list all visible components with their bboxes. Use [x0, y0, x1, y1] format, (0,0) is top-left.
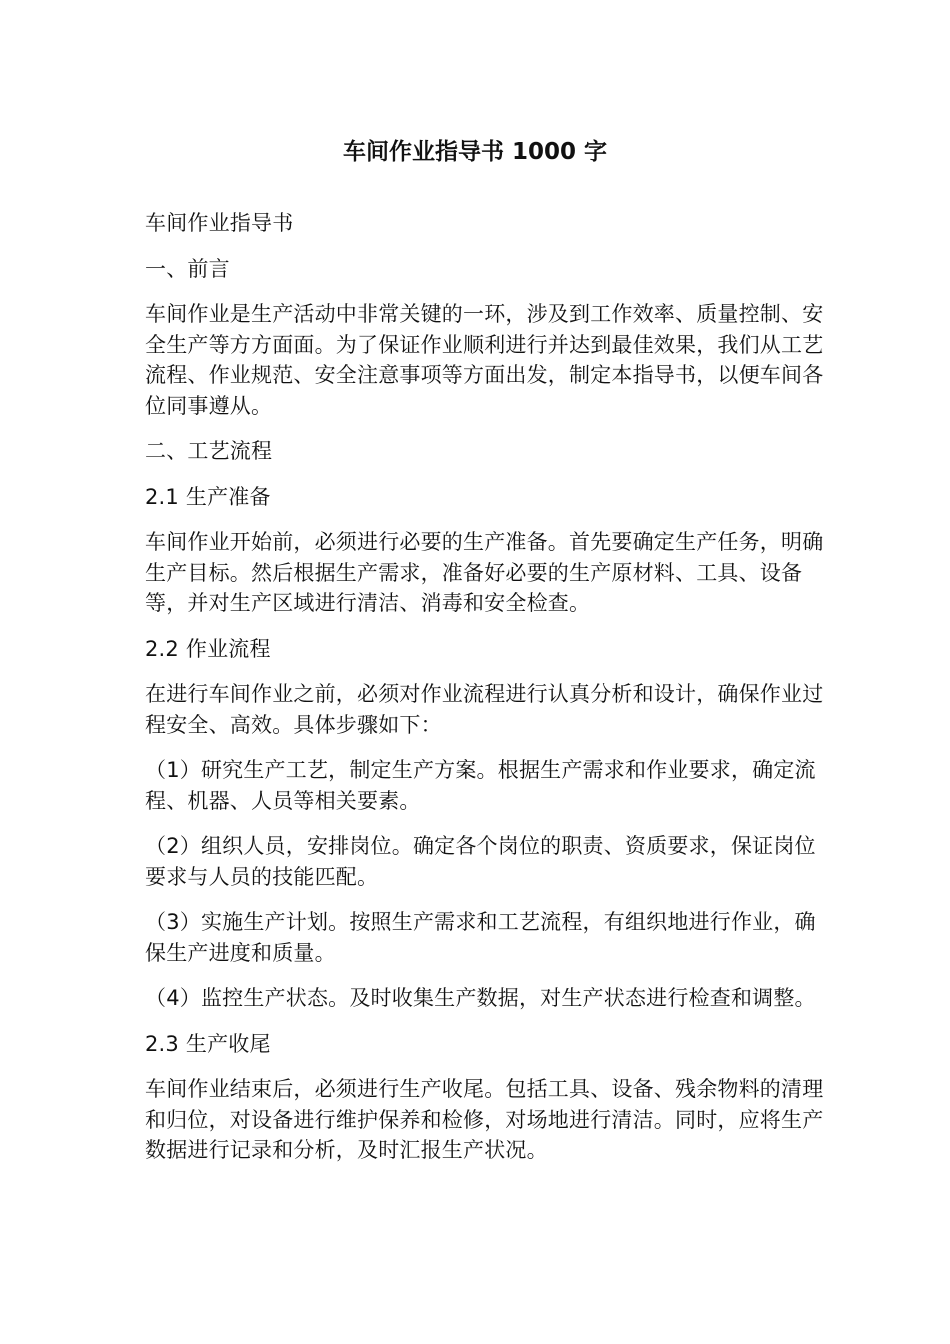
subsection-heading-workflow: 2.2 作业流程: [145, 636, 271, 661]
section-heading-preface: 一、前言: [145, 256, 230, 281]
list-item-step-1: （1）研究生产工艺，制定生产方案。根据生产需求和作业要求，确定流程、机器、人员等相关要素。: [145, 758, 816, 813]
list-item-step-4: （4）监控生产状态。及时收集生产数据，对生产状态进行检查和调整。: [145, 986, 816, 1010]
document-body: [145, 208, 835, 1181]
list-item-step-3: （3）实施生产计划。按照生产需求和工艺流程，有组织地进行作业，确保生产进度和质量。: [145, 910, 816, 965]
paragraph-preparation: 车间作业开始前，必须进行必要的生产准备。首先要确定生产任务，明确生产目标。然后根据生产需求，准备好必要的生产原材料、工具、设备等，并对生产区域进行清洁、消毒和安全检查。: [145, 530, 824, 615]
document-title: 车间作业指导书 1000 字: [342, 139, 608, 165]
subsection-heading-preparation: 2.1 生产准备: [145, 484, 271, 509]
subsection-heading-wrapup: 2.3 生产收尾: [145, 1031, 271, 1056]
doc-heading: 车间作业指导书: [145, 211, 294, 235]
section-heading-process: 二、工艺流程: [145, 439, 273, 463]
list-item-step-2: （2）组织人员，安排岗位。确定各个岗位的职责、资质要求，保证岗位要求与人员的技能匹配。: [145, 834, 816, 889]
paragraph-preface: 车间作业是生产活动中非常关键的一环，涉及到工作效率、质量控制、安全生产等方方面面。为了保证作业顺利进行并达到最佳效果，我们从工艺流程、作业规范、安全注意事项等方面出发，制定本指导书，以便车间各位同事遵从。: [145, 302, 824, 418]
paragraph-wrapup: 车间作业结束后，必须进行生产收尾。包括工具、设备、残余物料的清理和归位，对设备进行维护保养和检修，对场地进行清洁。同时，应将生产数据进行记录和分析，及时汇报生产状况。: [145, 1077, 824, 1162]
paragraph-workflow: 在进行车间作业之前，必须对作业流程进行认真分析和设计，确保作业过程安全、高效。具体步骤如下：: [145, 682, 824, 737]
